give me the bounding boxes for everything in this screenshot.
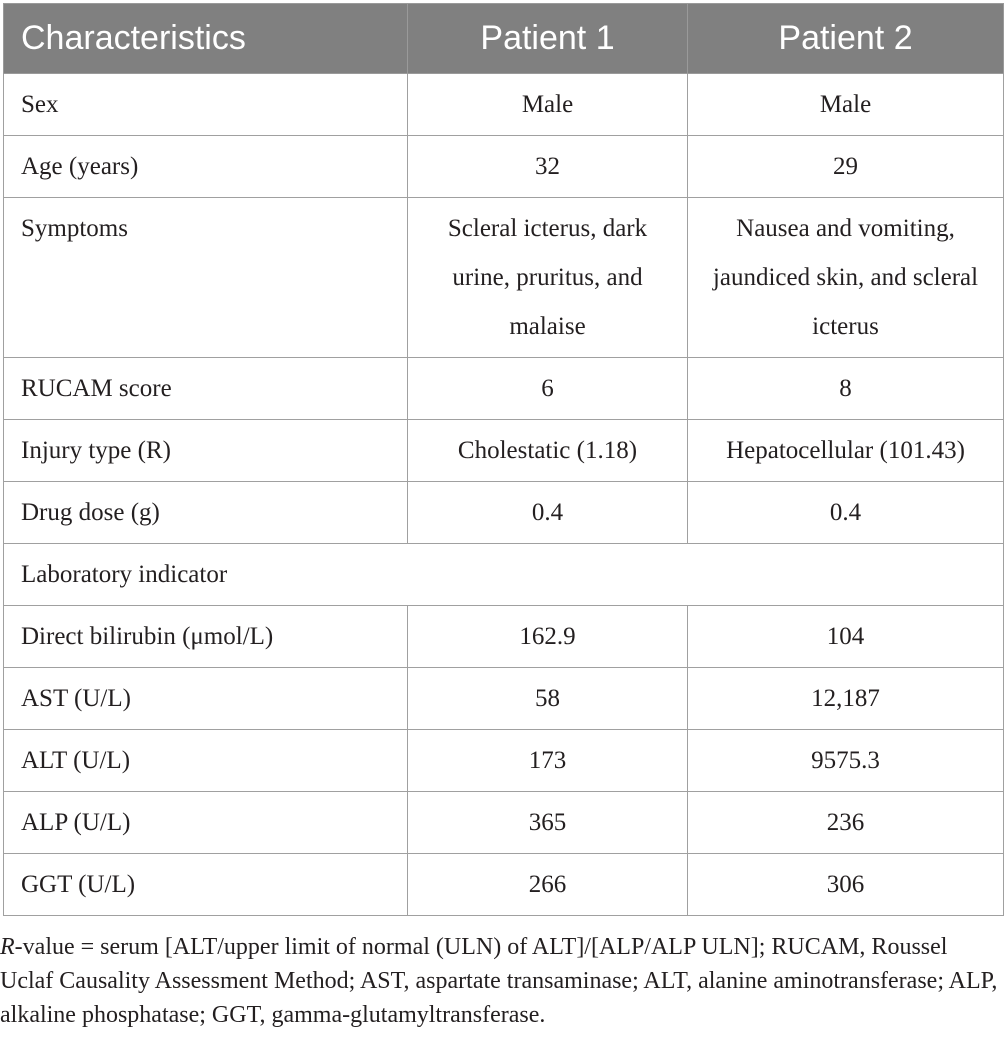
patient-2-value: 29	[688, 136, 1004, 198]
patient-2-value: Nausea and vomiting, jaundiced skin, and scleral icterus	[688, 198, 1004, 358]
patient-2-value: 8	[688, 358, 1004, 420]
patient-2-value: 9575.3	[688, 730, 1004, 792]
patient-1-value: 32	[408, 136, 688, 198]
patient-2-value: 0.4	[688, 482, 1004, 544]
table-row-ggt	[4, 854, 1004, 916]
table-row-alt	[4, 730, 1004, 792]
section-row-laboratory	[4, 544, 1004, 606]
patient-1-value: 266	[408, 854, 688, 916]
header-characteristics: Characteristics	[4, 4, 408, 74]
table-row-injury-type	[4, 420, 1004, 482]
row-label: Drug dose (g)	[4, 482, 408, 544]
table-row-sex	[4, 74, 1004, 136]
header-row	[4, 4, 1004, 74]
patient-2-value: 236	[688, 792, 1004, 854]
table-row-drug-dose	[4, 482, 1004, 544]
patient-1-value: 365	[408, 792, 688, 854]
row-label: Injury type (R)	[4, 420, 408, 482]
patient-1-value: 6	[408, 358, 688, 420]
row-label: ALT (U/L)	[4, 730, 408, 792]
table-row-ast	[4, 668, 1004, 730]
row-label: Direct bilirubin (μmol/L)	[4, 606, 408, 668]
patient-1-value: Scleral icterus, dark urine, pruritus, and malaise	[408, 198, 688, 358]
patient-1-value: 173	[408, 730, 688, 792]
patient-2-value: 12,187	[688, 668, 1004, 730]
row-label: GGT (U/L)	[4, 854, 408, 916]
table-row-age	[4, 136, 1004, 198]
patient-2-value: 104	[688, 606, 1004, 668]
section-label: Laboratory indicator	[4, 544, 1004, 606]
table-footnote	[0, 930, 1000, 1032]
row-label: AST (U/L)	[4, 668, 408, 730]
patient-2-value: Male	[688, 74, 1004, 136]
table-row-symptoms	[4, 198, 1004, 358]
header-patient-1: Patient 1	[408, 4, 688, 74]
characteristics-table	[3, 3, 1004, 916]
patient-1-value: 58	[408, 668, 688, 730]
row-label: RUCAM score	[4, 358, 408, 420]
table-row-alp	[4, 792, 1004, 854]
patient-1-value: 0.4	[408, 482, 688, 544]
patient-1-value: Male	[408, 74, 688, 136]
patient-1-value: Cholestatic (1.18)	[408, 420, 688, 482]
row-label: Sex	[4, 74, 408, 136]
table-row-direct-bilirubin	[4, 606, 1004, 668]
footnote-text: -value = serum [ALT/upper limit of normal (ULN) of ALT]/[ALP/ALP ULN]; RUCAM, Roussel Uclaf Causality Assessment Method; AST, aspartate transaminase; ALT, alanine aminotransferase; ALP, alkaline phosphatase; GGT, gamma-glutamyltransferase.	[0, 934, 998, 1028]
header-patient-2: Patient 2	[688, 4, 1004, 74]
row-label: ALP (U/L)	[4, 792, 408, 854]
patient-1-value: 162.9	[408, 606, 688, 668]
patient-2-value: 306	[688, 854, 1004, 916]
row-label: Age (years)	[4, 136, 408, 198]
footnote-italic-lead: R	[0, 934, 15, 960]
row-label: Symptoms	[4, 198, 408, 358]
table-row-rucam	[4, 358, 1004, 420]
patient-2-value: Hepatocellular (101.43)	[688, 420, 1004, 482]
